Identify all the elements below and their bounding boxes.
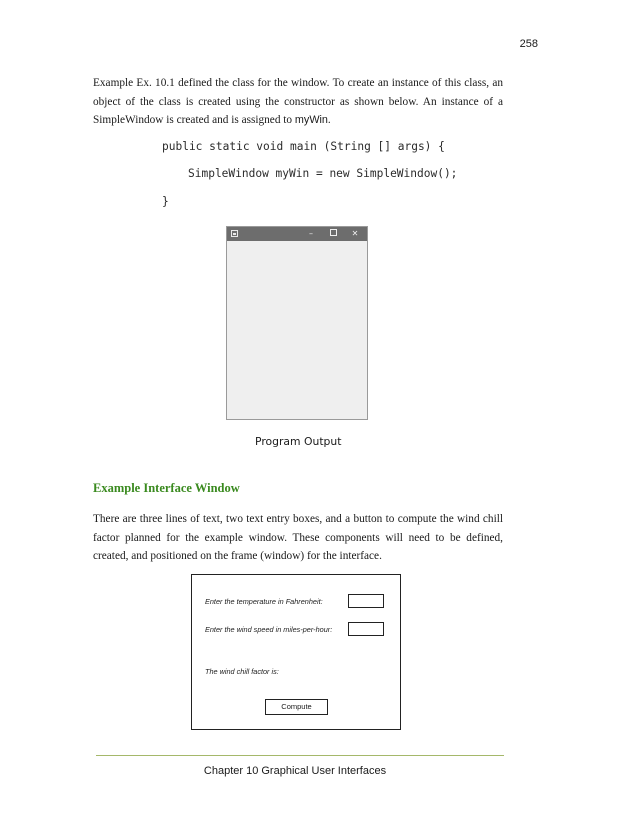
page-number: 258 [519,38,538,50]
maximize-icon[interactable] [327,228,339,240]
program-output-window [226,226,368,420]
wind-speed-label: Enter the wind speed in miles-per-hour: [205,625,333,634]
compute-button[interactable]: Compute [265,699,328,715]
minimize-icon[interactable]: – [309,229,313,238]
wind-speed-input[interactable] [348,622,384,636]
code-line-3: } [162,195,169,208]
section-paragraph: There are three lines of text, two text entry boxes, and a button to compute the wind chill factor planned for the example window. These components will need to be defined, created, and positioned on the frame (window) for the interface. [93,513,503,562]
temperature-input[interactable] [348,594,384,608]
figure-caption: Program Output [255,435,342,448]
footer-divider [96,755,504,756]
interface-mockup [191,574,401,730]
wind-chill-result-label: The wind chill factor is: [205,667,279,676]
inline-code-mywin: myWin [294,114,328,126]
intro-paragraph [93,74,503,130]
close-icon[interactable]: ✕ [351,229,359,238]
app-icon [231,230,238,237]
section-heading: Example Interface Window [93,481,240,495]
intro-text: Example Ex. 10.1 defined the class for the window. To create an instance of this class, an object of the class is created using the constructor as shown below. An instance of a SimpleWindow is created and is assigned to [93,77,503,126]
code-line-2: SimpleWindow myWin = new SimpleWindow(); [188,167,458,180]
window-titlebar[interactable] [227,227,367,241]
intro-text-end: . [327,114,331,126]
footer [0,765,630,777]
code-line-1: public static void main (String [] args) { [162,140,445,153]
temperature-label: Enter the temperature in Fahrenheit: [205,597,323,606]
footer-text: Chapter 10 Graphical User Interfaces [203,765,387,777]
